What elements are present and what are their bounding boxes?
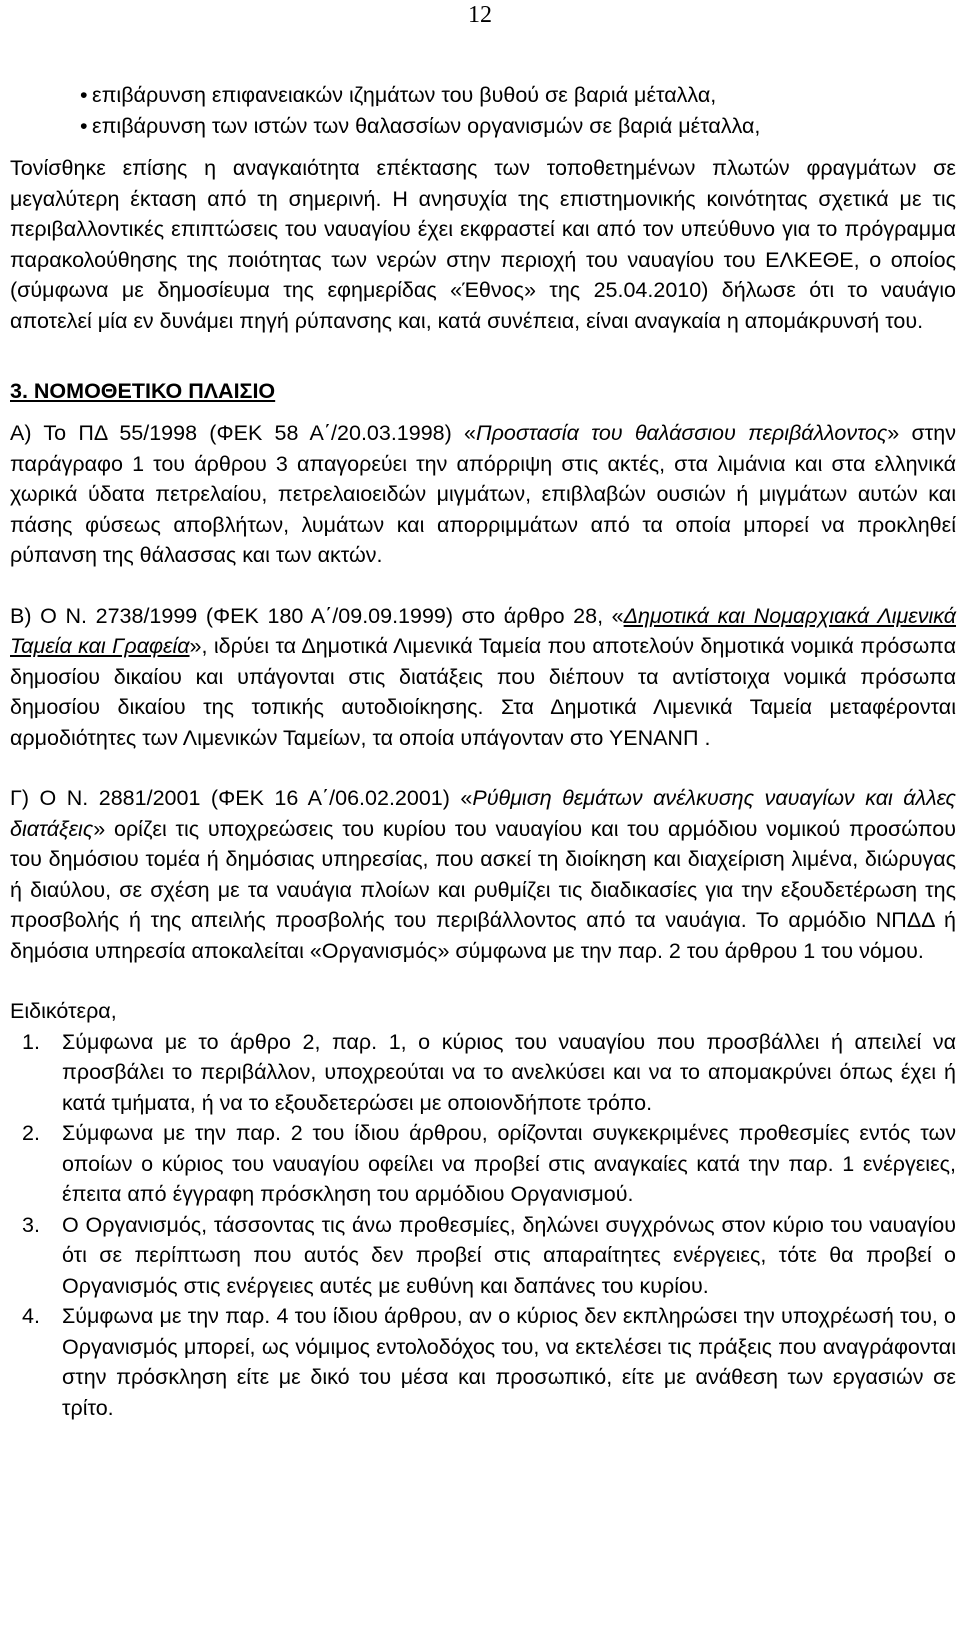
item-number: 2.	[22, 1121, 40, 1145]
bullet-text: επιβάρυνση επιφανειακών ιζημάτων του βυθού σε βαριά μέταλλα,	[92, 83, 717, 107]
numbered-list	[10, 1027, 956, 1424]
bullet-list	[10, 80, 956, 141]
bullet-icon: •	[80, 113, 88, 138]
law-prefix: Β) Ο Ν. 2738/1999 (ΦΕΚ 180 Α΄/09.09.1999) στο άρθρο 28, «	[10, 603, 624, 628]
item-number: 3.	[22, 1212, 40, 1237]
law-prefix: Α) Το ΠΔ 55/1998 (ΦΕΚ 58 Α΄/20.03.1998) «	[10, 421, 477, 445]
specifics-intro: Ειδικότερα,	[10, 999, 117, 1023]
page-number: 12	[468, 2, 492, 28]
list-item	[10, 80, 956, 111]
law-prefix: Γ) Ο Ν. 2881/2001 (ΦΕΚ 16 Α΄/06.02.2001) «	[10, 786, 473, 810]
section-heading: 3. ΝΟΜΟΘΕΤΙΚΟ ΠΛΑΙΣΙΟ	[10, 379, 276, 403]
law-paragraph-b	[10, 601, 956, 754]
item-text: Ο Οργανισμός, τάσσοντας τις άνω προθεσμίες, δηλώνει συγχρόνως στον κύριο του ναυαγίου ότι σε περίπτωση που αυτός δεν προβεί στις απαραίτητες ενέργειες, τότε θα προβεί ο Οργανισμός στις ενέργειες αυτές με ευθύνη και δαπάνες του κυρίου.	[62, 1212, 956, 1298]
list-item	[10, 111, 956, 142]
item-number: 4.	[22, 1304, 40, 1328]
item-text: Σύμφωνα με την παρ. 2 του ίδιου άρθρου, ορίζονται συγκεκριμένες προθεσμίες εντός των οποίων ο κύριος του ναυαγίου οφείλει να προβεί στις αναγκαίες κατά την παρ. 1 ενέργειες, έπειτα από έγγραφη πρόσκληση του αρμόδιου Οργανισμού.	[62, 1121, 956, 1206]
law-text: » στην παράγραφο 1 του άρθρου 3 απαγορεύει την απόρριψη στις ακτές, στα λιμάνια και στα ελληνικά χωρικά ύδατα πετρελαίου, πετρελαιοειδών μιγμάτων, επιβλαβών ουσιών ή μιγμάτων αυτών και πάσης φύσεως αποβλήτων, λυμάτων και απορριμμάτων από τα οποία μπορεί να προκληθεί ρύπανση της θάλασσας και των ακτών.	[10, 421, 956, 567]
law-title: Δημοτικά και Νομαρχιακά Λιμενικά Ταμεία και Γραφεία	[10, 603, 956, 658]
list-item	[10, 1118, 956, 1210]
law-paragraph-a	[10, 418, 956, 571]
item-number: 1.	[22, 1029, 40, 1054]
law-title: Προστασία του θαλάσσιου περιβάλλοντος	[476, 421, 888, 445]
item-text: Σύμφωνα με την παρ. 4 του ίδιου άρθρου, αν ο κύριος δεν εκπληρώσει την υποχρέωσή του, ο Οργανισμός μπορεί, ως νόμιμος εντολοδόχος του, να εκτελέσει τις πράξεις που αναγράφονται στην πρόσκληση είτε με δικό του μέσα και προσωπικό, είτε με ανάθεση των εργασιών σε τρίτο.	[62, 1304, 956, 1420]
list-item	[10, 1301, 956, 1423]
document-body	[10, 80, 956, 1423]
law-paragraph-c	[10, 783, 956, 966]
law-title: Ρύθμιση θεμάτων ανέλκυσης ναυαγίων και άλλες διατάξεις	[10, 786, 956, 841]
list-item	[10, 1027, 956, 1119]
bullet-icon: •	[80, 83, 88, 107]
intro-paragraph: Τονίσθηκε επίσης η αναγκαιότητα επέκτασης των τοποθετημένων πλωτών φραγμάτων σε μεγαλύτερη έκταση από τη σημερινή. Η ανησυχία της επιστημονικής κοινότητας σχετικά με τις περιβαλλοντικές επιπτώσεις του ναυαγίου έχει εκφραστεί και από τον υπεύθυνο για το πρόγραμμα παρακολούθησης της ποιότητας των νερών στην περιοχή του ναυαγίου του ΕΛΚΕΘΕ, ο οποίος (σύμφωνα με δημοσίευμα της εφημερίδας «Έθνος» της 25.04.2010) δήλωσε ότι το ναυάγιο αποτελεί μία εν δυνάμει πηγή ρύπανσης και, κατά συνέπεια, είναι αναγκαία η απομάκρυνσή του.	[10, 156, 956, 333]
bullet-text: επιβάρυνση των ιστών των θαλασσίων οργανισμών σε βαριά μέταλλα,	[92, 113, 761, 138]
law-text: », ιδρύει τα Δημοτικά Λιμενικά Ταμεία που αποτελούν δημοτικά νομικά πρόσωπα δημοσίου δικαίου και υπάγονται στις διατάξεις που διέπουν τα αντίστοιχα νομικά πρόσωπα δημοσίου δικαίου της τοπικής αυτοδιοίκησης. Στα Δημοτικά Λιμενικά Ταμεία μεταφέρονται αρμοδιότητες των Λιμενικών Ταμείων, τα οποία υπάγονταν στο ΥΕΝΑΝΠ .	[10, 634, 957, 750]
item-text: Σύμφωνα με το άρθρο 2, παρ. 1, ο κύριος του ναυαγίου που προσβάλλει ή απειλεί να προσβάλει το περιβάλλον, υποχρεούται να το ανελκύσει και να το απομακρύνει όπως έχει ή κατά τμήματα, ή να το εξουδετερώσει με οποιονδήποτε τρόπο.	[62, 1029, 956, 1115]
law-text: » ορίζει τις υποχρεώσεις του κυρίου του ναυαγίου και του αρμόδιου νομικού προσώπου του δημόσιου τομέα ή δημόσιας υπηρεσίας, που ασκεί τη διοίκηση και διαχείριση λιμένα, διώρυγας ή διαύλου, σε σχέση με τα ναυάγια πλοίων και ρυθμίζει τις διαδικασίες για την εξουδετέρωση της προσβολής ή της απειλής προσβολής του περιβάλλοντος από τα ναυάγια. Το αρμόδιο ΝΠΔΔ ή δημόσια υπηρεσία αποκαλείται «Οργανισμός» σύμφωνα με την παρ. 2 του άρθρου 1 του νόμου.	[10, 816, 956, 963]
list-item	[10, 1210, 956, 1302]
